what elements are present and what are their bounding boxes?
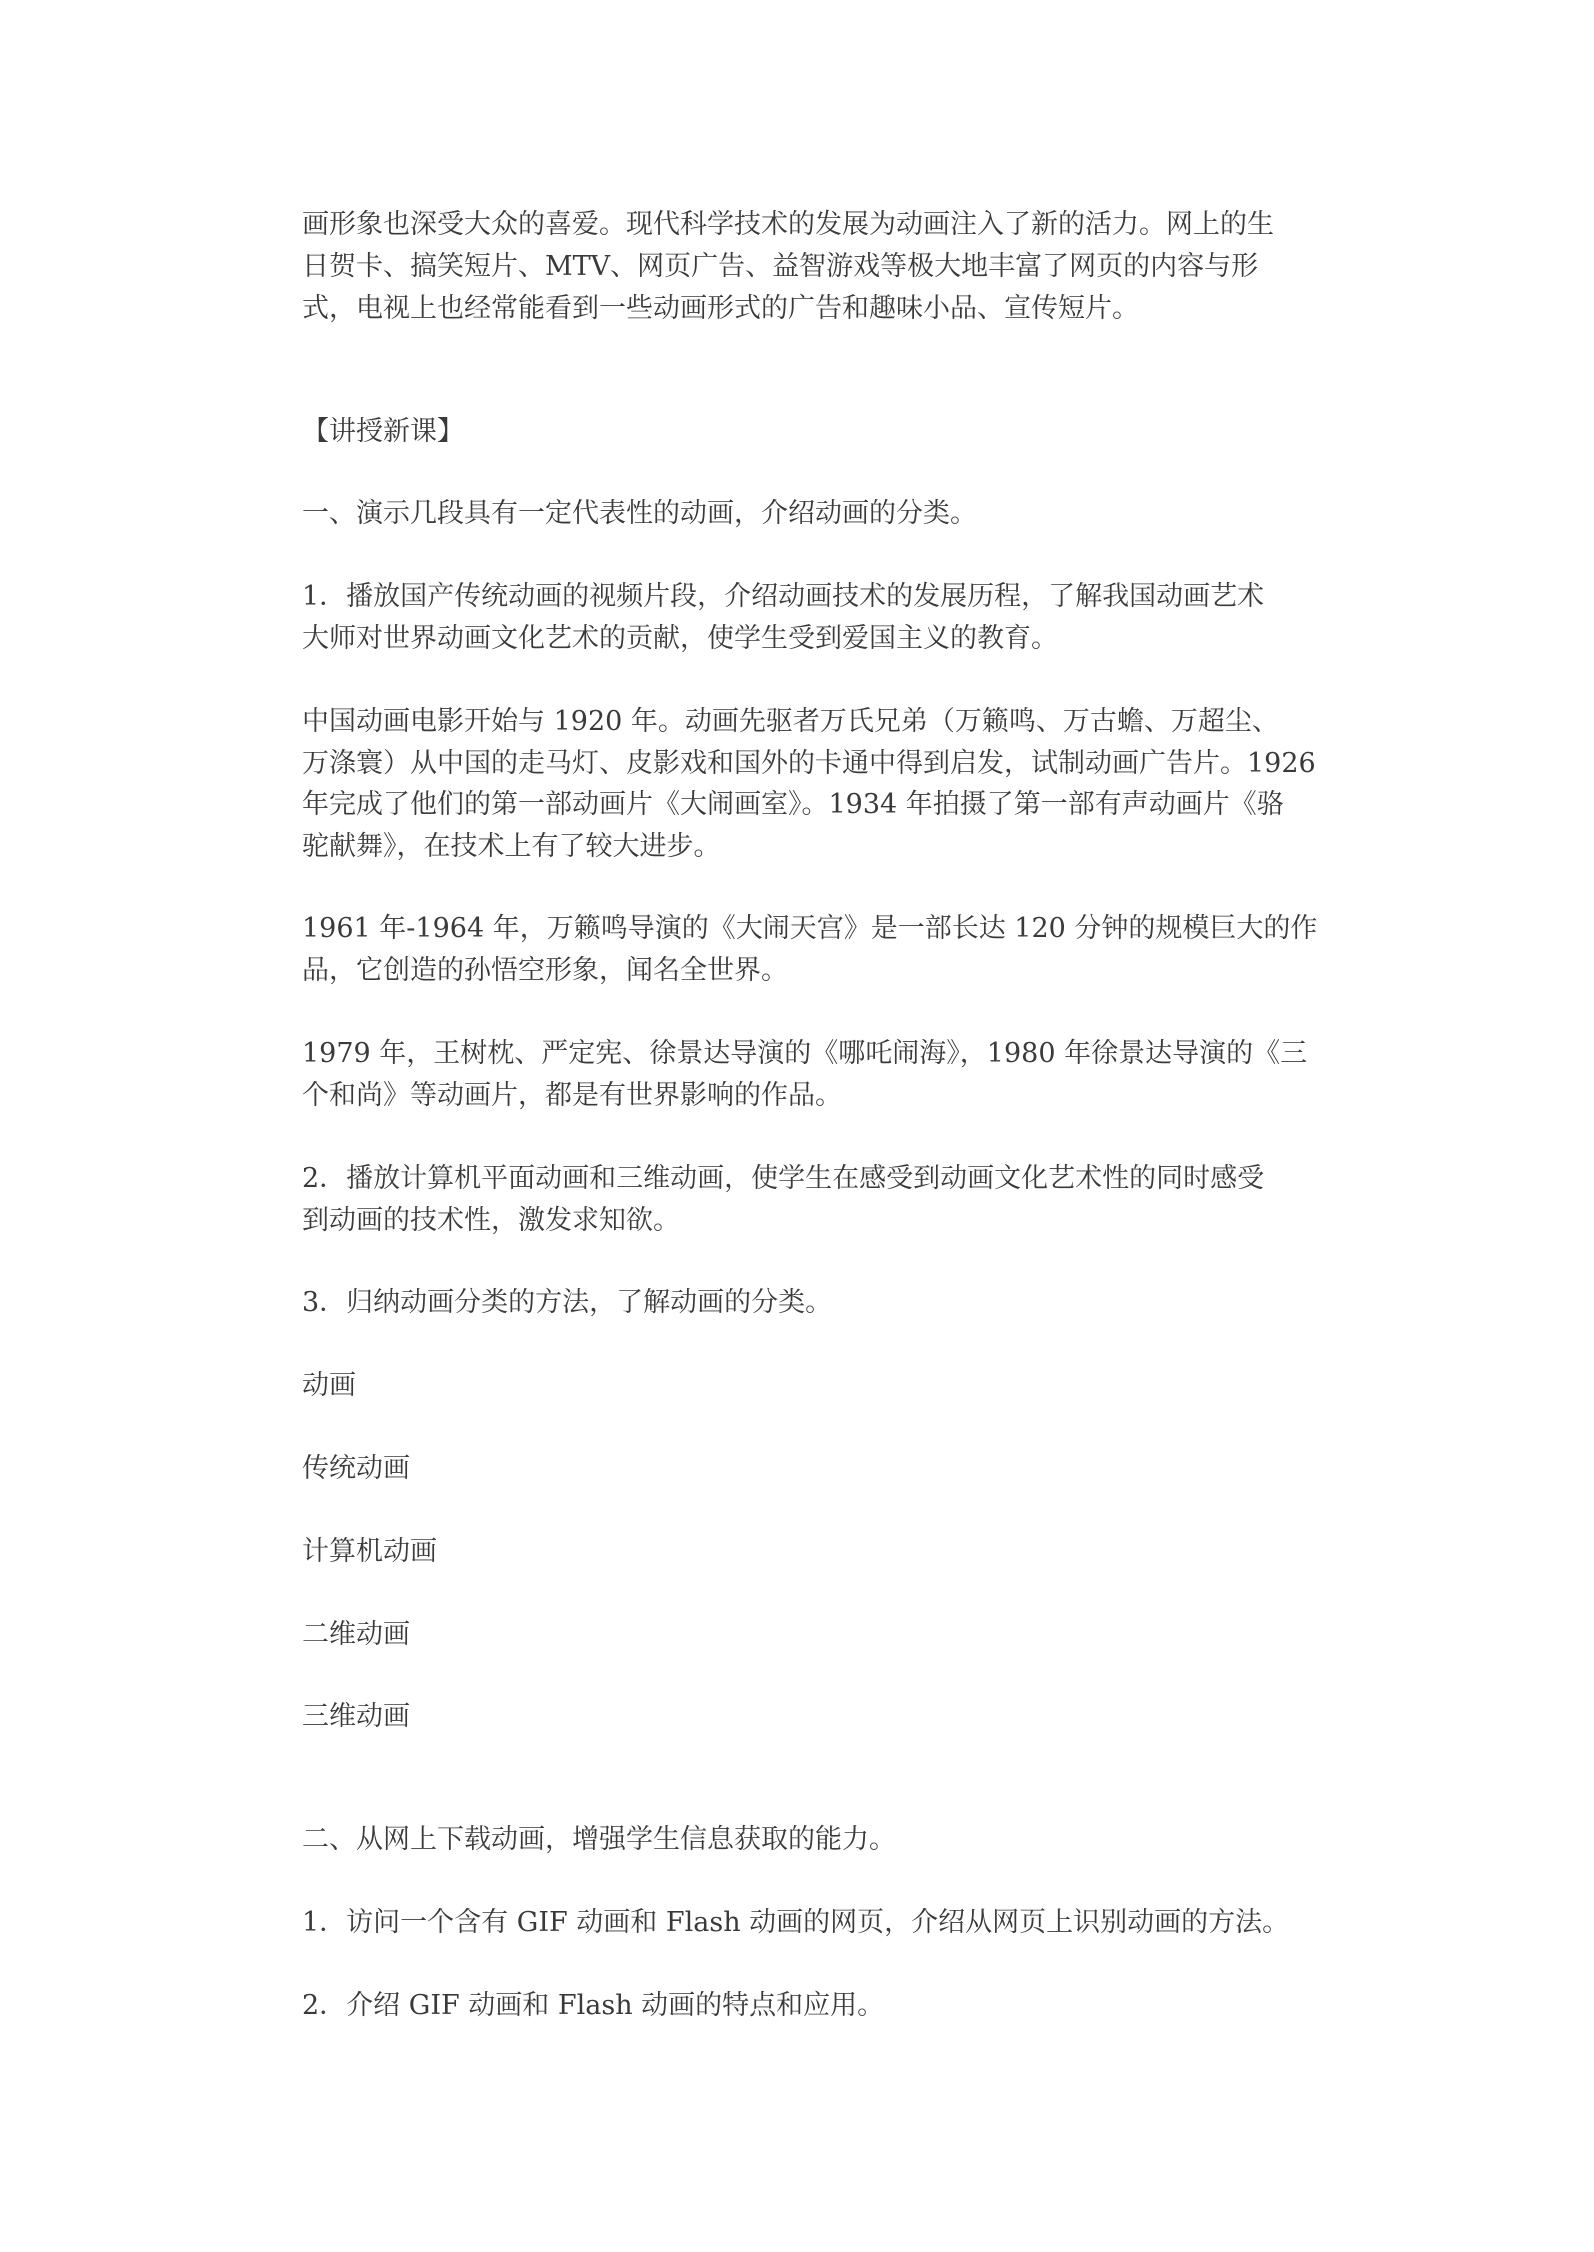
paragraph-line: 驼献舞》，在技术上有了较大进步。 [302, 831, 721, 862]
category-item: 三维动画 [302, 1701, 410, 1732]
paragraph-line: 二、从网上下载动画，增强学生信息获取的能力。 [302, 1824, 896, 1855]
paragraph-line: 画形象也深受大众的喜爱。现代科学技术的发展为动画注入了新的活力。网上的生 [302, 209, 1274, 240]
category-item: 计算机动画 [302, 1536, 437, 1567]
paragraph-line: 2．介绍 GIF 动画和 Flash 动画的特点和应用。 [302, 1990, 885, 2021]
paragraph-line: 万涤寰）从中国的走马灯、皮影戏和国外的卡通中得到启发，试制动画广告片。1926 [302, 748, 1316, 779]
category-item: 动画 [302, 1370, 356, 1401]
paragraph-line: 日贺卡、搞笑短片、MTV、网页广告、益智游戏等极大地丰富了网页的内容与形 [302, 251, 1259, 282]
paragraph-line: 中国动画电影开始与 1920 年。动画先驱者万氏兄弟（万籁鸣、万古蟾、万超尘、 [302, 706, 1279, 737]
paragraph-line: 年完成了他们的第一部动画片《大闹画室》。1934 年拍摄了第一部有声动画片《骆 [302, 789, 1284, 820]
paragraph-line: 3．归纳动画分类的方法，了解动画的分类。 [302, 1287, 833, 1318]
category-item: 传统动画 [302, 1453, 410, 1484]
paragraph-line: 1．播放国产传统动画的视频片段，介绍动画技术的发展历程，了解我国动画艺术 [302, 581, 1265, 612]
paragraph-line: 1961 年-1964 年，万籁鸣导演的《大闹天宫》是一部长达 120 分钟的规模巨大的作 [302, 913, 1318, 944]
paragraph-line: 到动画的技术性，激发求知欲。 [302, 1205, 680, 1236]
paragraph-line: 2．播放计算机平面动画和三维动画，使学生在感受到动画文化艺术性的同时感受 [302, 1163, 1265, 1194]
paragraph-line: 品，它创造的孙悟空形象，闻名全世界。 [302, 955, 788, 986]
paragraph-line: 个和尚》等动画片，都是有世界影响的作品。 [302, 1080, 842, 1111]
paragraph-line: 一、演示几段具有一定代表性的动画，介绍动画的分类。 [302, 498, 977, 529]
paragraph-line: 式，电视上也经常能看到一些动画形式的广告和趣味小品、宣传短片。 [302, 293, 1139, 324]
paragraph-line: 1979 年，王树枕、严定宪、徐景达导演的《哪吒闹海》，1980 年徐景达导演的《三 [302, 1038, 1308, 1069]
paragraph-line: 1．访问一个含有 GIF 动画和 Flash 动画的网页，介绍从网页上识别动画的方法。 [302, 1907, 1290, 1938]
category-item: 二维动画 [302, 1619, 410, 1650]
section-heading: 【讲授新课】 [302, 416, 464, 447]
paragraph-line: 大师对世界动画文化艺术的贡献，使学生受到爱国主义的教育。 [302, 623, 1058, 654]
